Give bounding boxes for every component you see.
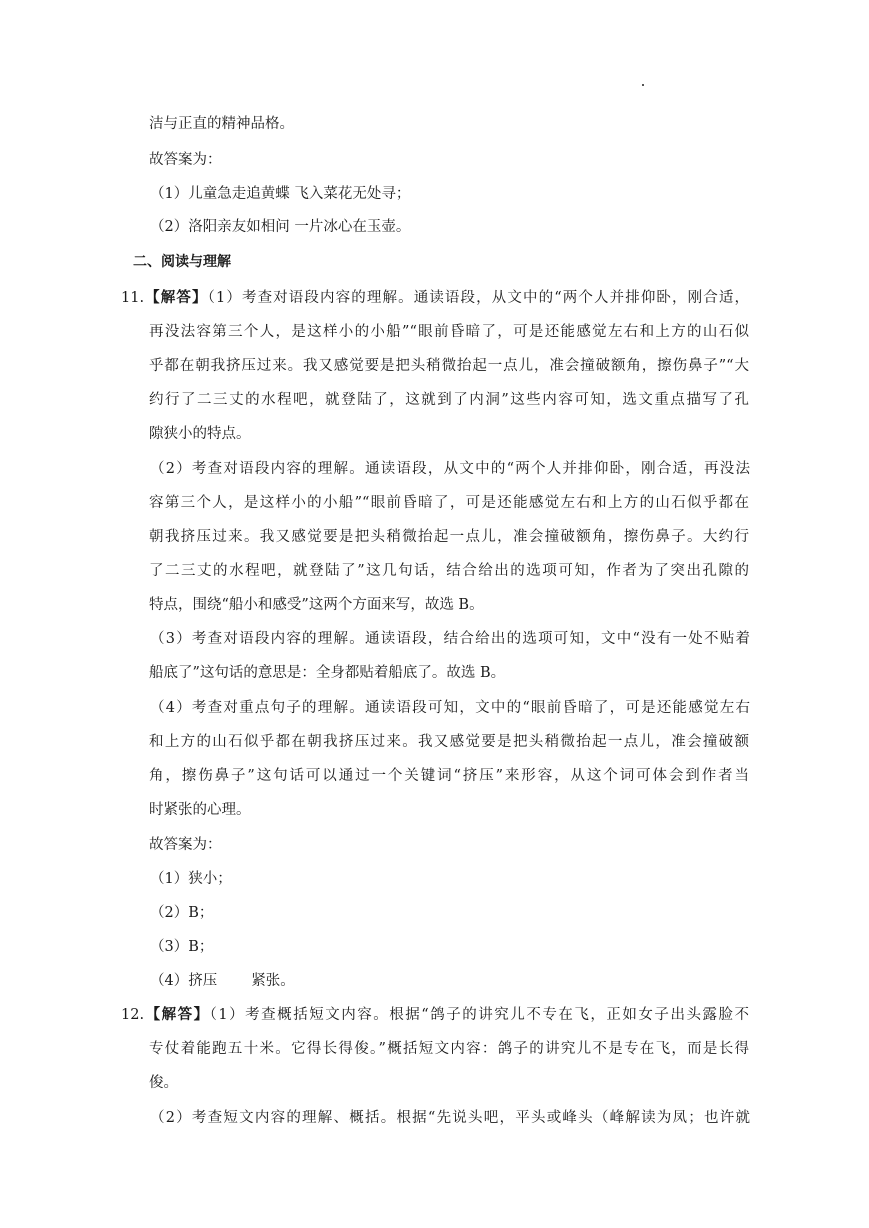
text-line: （1）考查概括短文内容。根据“鸽子的讲究儿不专在飞，正如女子出头露脸不 — [209, 1007, 749, 1023]
text-line: 俊。 — [149, 1075, 178, 1091]
text-line: 洁与正直的精神品格。 — [149, 116, 294, 132]
answer-part: （4）挤压 — [150, 973, 218, 989]
text-line: （3）考查对语段内容的理解。通读语段，结合给出的选项可知，文中“没有一处不贴着 — [150, 631, 750, 647]
text-line: 角，擦伤鼻子”这句话可以通过一个关键词“挤压”来形容，从这个词可体会到作者当 — [149, 768, 749, 784]
text-line: 船底了”这句话的意思是：全身都贴着船底了。故选 B。 — [149, 665, 506, 681]
text-line: 隙狭小的特点。 — [149, 426, 251, 442]
text-line: 时紧张的心理。 — [149, 802, 251, 818]
section-heading: 二、阅读与理解 — [133, 254, 231, 270]
text-line: 容第三个人，是这样小的小船”“眼前昏暗了，可是还能感觉左右和上方的山石似乎都在 — [149, 495, 749, 511]
question-number: 11. — [121, 290, 145, 306]
text-line: 和上方的山石似乎都在朝我挤压过来。我又感觉要是把头稍微抬起一点儿，准会撞破额 — [149, 734, 749, 750]
text-line: 专仗着能跑五十米。它得长得俊。”概括短文内容：鸽子的讲究儿不是专在飞，而是长得 — [149, 1041, 749, 1057]
text-line: 乎都在朝我挤压过来。我又感觉要是把头稍微抬起一点儿，准会撞破额角，擦伤鼻子”“大 — [149, 358, 749, 374]
text-line: 再没法容第三个人，是这样小的小船”“眼前昏暗了，可是还能感觉左右和上方的山石似 — [149, 324, 749, 340]
text-line: 朝我挤压过来。我又感觉要是把头稍微抬起一点儿，准会撞破额角，擦伤鼻子。大约行 — [149, 529, 749, 545]
q11-first-line — [121, 288, 749, 308]
text-line: 特点，围绕“船小和感受”这两个方面来写，故选 B。 — [149, 597, 484, 613]
text-line: （2）考查对语段内容的理解。通读语段，从文中的“两个人并排仰卧，刚合适，再没法 — [150, 461, 750, 477]
text-line: 了二三丈的水程吧，就登陆了”这几句话，结合给出的选项可知，作者为了突出孔隙的 — [149, 563, 749, 579]
q12-first-line — [121, 1005, 749, 1025]
text-line: 约行了二三丈的水程吧，就登陆了，这就到了内洞”这些内容可知，选文重点描写了孔 — [149, 392, 749, 408]
text-line: （2）考查短文内容的理解、概括。根据“先说头吧，平头或峰头（峰解读为凤；也许就 — [150, 1110, 750, 1126]
stray-dot — [642, 84, 644, 86]
text-line: 故答案为： — [149, 837, 222, 853]
question-number: 12. — [121, 1007, 145, 1023]
answer-tag: 【解答】 — [144, 1007, 210, 1023]
answer-line: （3）B； — [150, 939, 214, 955]
text-line: （4）考查对重点句子的理解。通读语段可知，文中的“眼前昏暗了，可是还能感觉左右 — [150, 700, 750, 716]
answer-line: （1）儿童急走追黄蝶 飞入菜花无处寻； — [150, 186, 411, 202]
text-line: 故答案为： — [149, 152, 222, 168]
answer-line: （1）狭小； — [150, 871, 232, 887]
answer-part: 紧张。 — [251, 973, 295, 989]
text-line: （1）考查对语段内容的理解。通读语段，从文中的“两个人并排仰卧，刚合适， — [207, 290, 749, 306]
answer-line — [150, 971, 750, 991]
answer-tag: 【解答】 — [144, 290, 208, 306]
answer-line: （2）B； — [150, 905, 214, 921]
answer-line: （2）洛阳亲友如相问 一片冰心在玉壶。 — [150, 219, 411, 235]
